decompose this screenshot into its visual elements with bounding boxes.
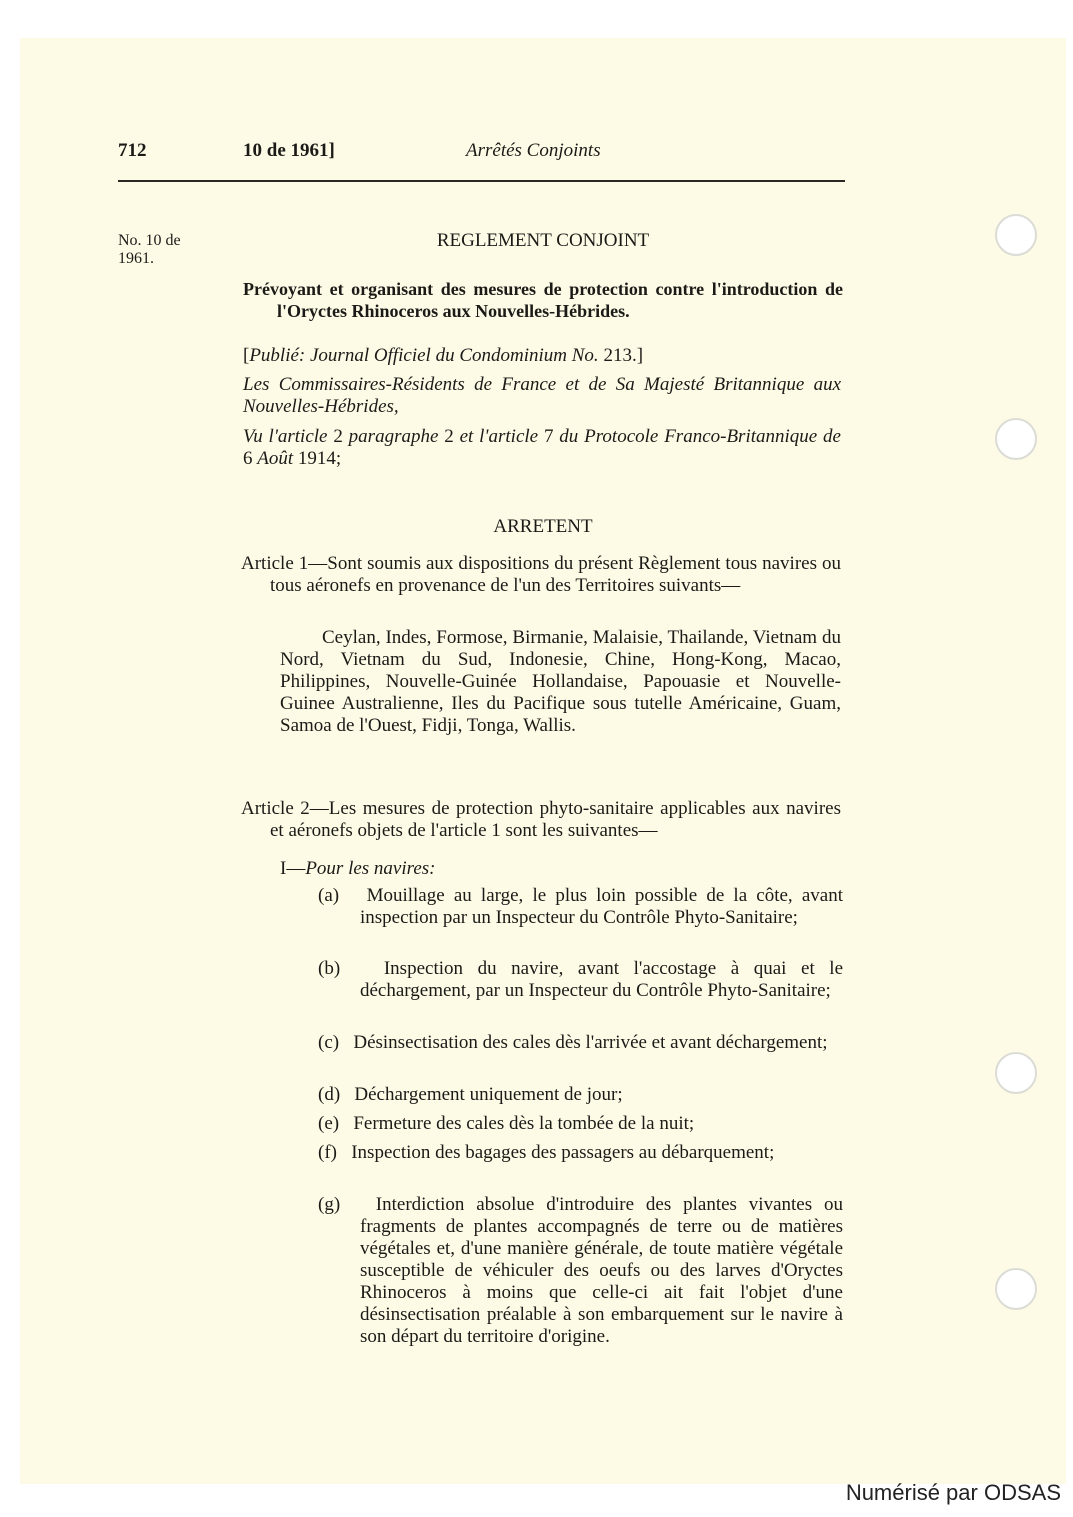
- published-line: [Publié: Journal Officiel du Condominium No. 213.]: [243, 345, 644, 366]
- binder-hole: [995, 418, 1037, 460]
- arretent-heading: ARRETENT: [493, 516, 593, 537]
- document-title: REGLEMENT CONJOINT: [436, 230, 650, 251]
- list-item: (d) Déchargement uniquement de jour;: [318, 1084, 623, 1105]
- margin-note: No. 10 de 1961.: [118, 232, 181, 267]
- list-item: (e) Fermeture des cales dès la tombée de la nuit;: [318, 1113, 695, 1134]
- document-subtitle: Prévoyant et organisant des mesures de protection contre l'introduction de l'Oryctes Rhinoceros aux Nouvelles-Hébrides.: [243, 279, 843, 321]
- preamble-protocol: Vu l'article 2 paragraphe 2 et l'article 7 du Protocole Franco-Britannique de 6 Août 1914;: [243, 426, 841, 469]
- list-item: (g) Interdiction absolue d'introduire des plantes vivantes ou fragments de plantes accompagnés de terre ou de matières végétales et, d'une manière générale, de toute matière végétale susceptible de véhiculer des oeufs ou des larves d'Oryctes Rhinoceros à moins que celle-ci ait fait l'objet d'une désinsectisation préalable à son embarquement sur le navire à son départ du territoire d'origine.: [318, 1194, 843, 1347]
- header-section-title: Arrêtés Conjoints: [466, 140, 601, 161]
- article-2: Article 2—Les mesures de protection phyto-sanitaire applicables aux navires et aéronefs objets de l'article 1 sont les suivantes—: [241, 798, 841, 841]
- country-list: Ceylan, Indes, Formose, Birmanie, Malaisie, Thailande, Vietnam du Nord, Vietnam du Sud, Indonesie, Chine, Hong-Kong, Macao, Philippines, Nouvelle-Guinée Hollandaise, Papouasie et Nouvelle-Guinee Australienne, Iles du Pacifique sous tutelle Américaine, Guam, Samoa de l'Ouest, Fidji, Tonga, Wallis.: [280, 627, 841, 736]
- page-number: 712: [118, 140, 147, 161]
- footer-credit: Numérisé par ODSAS: [845, 1480, 1061, 1505]
- header-year-ref: 10 de 1961]: [243, 140, 335, 161]
- list-item: (c) Désinsectisation des cales dès l'arrivée et avant déchargement;: [318, 1032, 828, 1053]
- preamble-commissioners: Les Commissaires-Résidents de France et de Sa Majesté Britannique aux Nouvelles-Hébrides,: [243, 374, 841, 417]
- list-item: (b) Inspection du navire, avant l'accostage à quai et le déchargement, par un Inspecteur du Contrôle Phyto-Sanitaire;: [318, 958, 844, 1001]
- list-item: (a) Mouillage au large, le plus loin possible de la côte, avant inspection par un Inspecteur du Contrôle Phyto-Sanitaire;: [318, 885, 843, 928]
- binder-hole: [995, 214, 1037, 256]
- binder-hole: [995, 1052, 1037, 1094]
- article-1: Article 1—Sont soumis aux dispositions du présent Règlement tous navires ou tous aéronefs en provenance de l'un des Territoires suivants—: [241, 553, 841, 596]
- list-item: (f) Inspection des bagages des passagers au débarquement;: [318, 1142, 775, 1163]
- section-i-heading: I—Pour les navires:: [280, 858, 436, 879]
- header-rule: [118, 180, 845, 182]
- binder-hole: [995, 1268, 1037, 1310]
